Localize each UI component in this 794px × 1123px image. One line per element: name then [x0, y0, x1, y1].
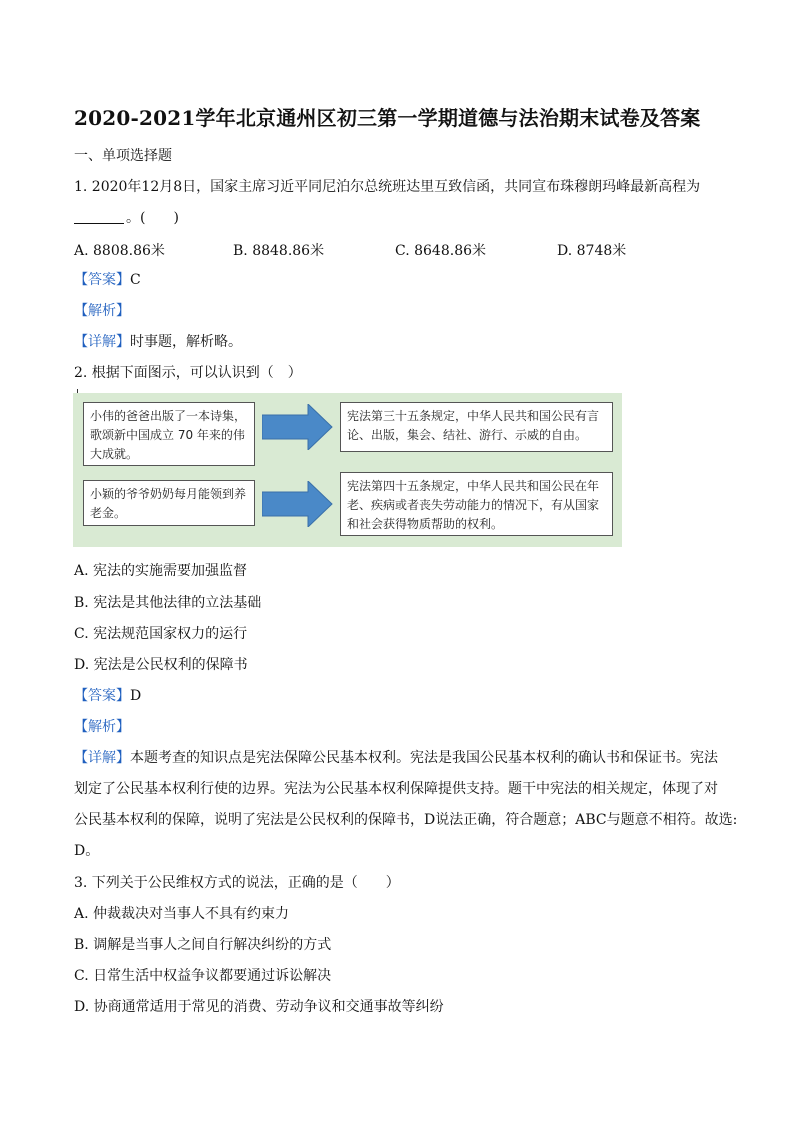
section-heading: 一、单项选择题 [74, 148, 172, 164]
answer-blank [74, 209, 124, 224]
q3-option-c: C. 日常生活中权益争议都要通过诉讼解决 [74, 968, 332, 984]
q2-detail-line4: D。 [74, 843, 100, 859]
detail-tag: 【详解】 [74, 334, 130, 350]
q2-option-a: A. 宪法的实施需要加强监督 [74, 563, 248, 579]
answer-tag: 【答案】 [74, 272, 130, 288]
figure-box-article-45: 宪法第四十五条规定，中华人民共和国公民在年老、疾病或者丧失劳动能力的情况下，有从国家和社会获得物质帮助的权利。 [340, 472, 613, 536]
right-arrow-icon [262, 404, 334, 450]
q2-detail-line3: 公民基本权利的保障，说明了宪法是公民权利的保障书，D说法正确，符合题意；ABC与题意不相符。故选: [74, 812, 738, 828]
q2-analysis-tag: 【解析】 [74, 719, 130, 735]
q1-analysis-tag: 【解析】 [74, 303, 130, 319]
answer-tag: 【答案】 [74, 688, 130, 704]
q2-stem: 2. 根据下面图示，可以认识到（ ） [74, 365, 302, 381]
detail-tag: 【详解】 [74, 750, 130, 766]
q2-detail-line2: 划定了公民基本权利行使的边界。宪法为公民基本权利保障提供支持。题干中宪法的相关规定，体现了对 [74, 781, 718, 797]
q2-detail-line1: 【详解】本题考查的知识点是宪法保障公民基本权利。宪法是我国公民基本权利的确认书和保证书。宪法 [74, 750, 718, 766]
q3-stem: 3. 下列关于公民维权方式的说法，正确的是（ ） [74, 875, 400, 891]
figure-box-article-35: 宪法第三十五条规定，中华人民共和国公民有言论、出版，集会、结社、游行、示威的自由。 [340, 402, 613, 452]
q1-option-b: B. 8848.86米 [233, 243, 325, 259]
q1-stem: 1. 2020年12月8日，国家主席习近平同尼泊尔总统班达里互致信函，共同宣布珠穆朗玛峰最新高程为 [74, 179, 701, 195]
figure-box-poetry: 小伟的爸爸出版了一本诗集，歌颂新中国成立 70 年来的伟大成就。 [83, 402, 255, 466]
q1-answer [74, 270, 141, 290]
q3-option-a: A. 仲裁裁决对当事人不具有约束力 [74, 906, 290, 922]
figure-box-pension: 小颖的爷爷奶奶每月能领到养老金。 [83, 480, 255, 526]
q1-stem-line2: 。( ) [74, 208, 179, 228]
q1-option-a: A. 8808.86米 [74, 243, 165, 259]
q2-option-d: D. 宪法是公民权利的保障书 [74, 657, 248, 673]
page-title: 2020-2021学年北京通州区初三第一学期道德与法治期末试卷及答案 [74, 106, 701, 130]
q1-option-d: D. 8748米 [557, 243, 627, 259]
right-arrow-icon [262, 481, 334, 527]
q3-option-d: D. 协商通常适用于常见的消费、劳动争议和交通事故等纠纷 [74, 999, 444, 1015]
answer-value: C [130, 272, 141, 288]
q3-option-b: B. 调解是当事人之间自行解决纠纷的方式 [74, 937, 332, 953]
q2-option-c: C. 宪法规范国家权力的运行 [74, 626, 248, 642]
answer-value: D [130, 688, 142, 704]
q1-option-c: C. 8648.86米 [395, 243, 487, 259]
q2-option-b: B. 宪法是其他法律的立法基础 [74, 595, 262, 611]
q2-answer [74, 686, 141, 706]
q1-detail: 【详解】时事题，解析略。 [74, 334, 242, 350]
